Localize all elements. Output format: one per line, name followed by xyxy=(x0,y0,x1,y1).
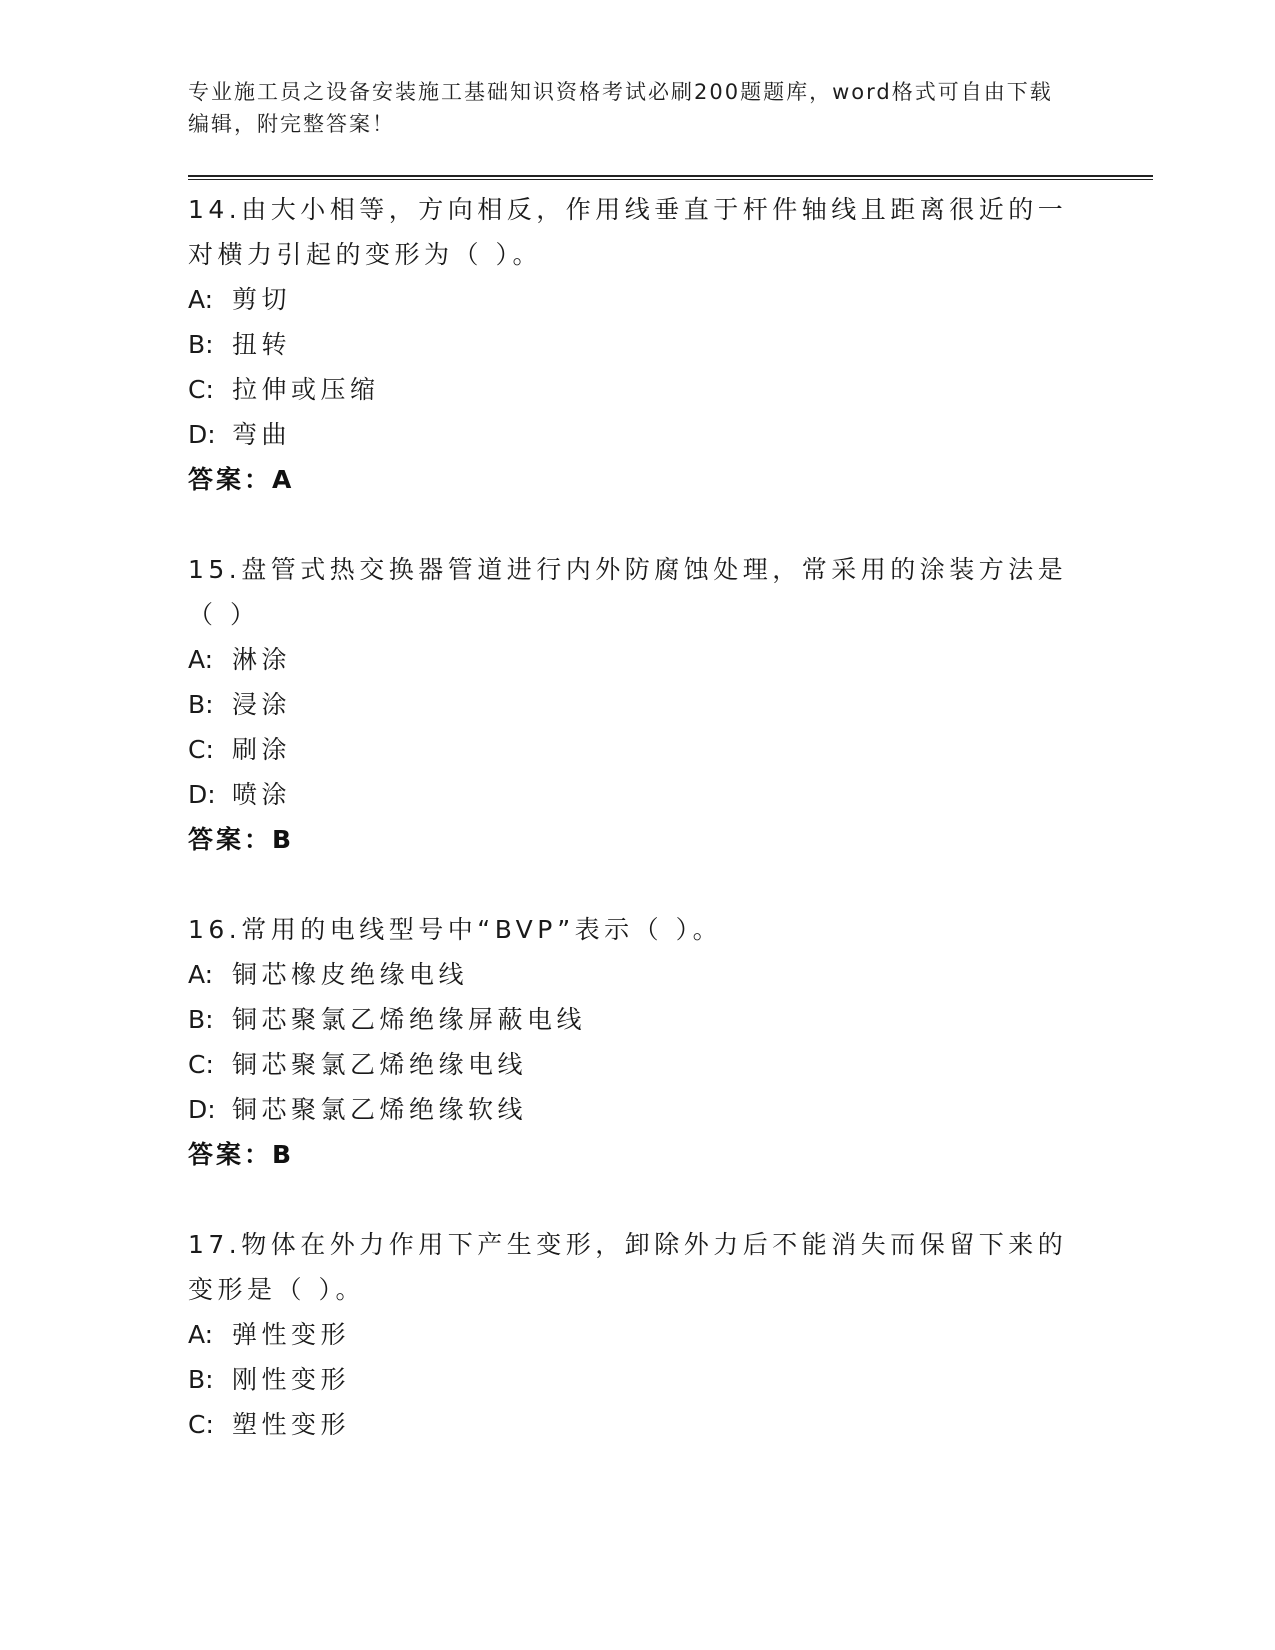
option-letter: C: xyxy=(188,735,214,764)
option-c xyxy=(188,727,1078,772)
option-letter: B: xyxy=(188,1365,214,1394)
answer-line: 答案：B xyxy=(188,1140,295,1169)
option-letter: D: xyxy=(188,1095,216,1124)
option-letter: A: xyxy=(188,1320,214,1349)
option-text: 剪切 xyxy=(232,285,292,314)
option-letter: C: xyxy=(188,1410,214,1439)
question-15 xyxy=(188,547,1078,862)
option-b xyxy=(188,1357,1078,1402)
option-a xyxy=(188,637,1078,682)
option-text: 塑性变形 xyxy=(232,1410,351,1439)
option-d xyxy=(188,772,1078,817)
option-letter: B: xyxy=(188,1005,214,1034)
option-c xyxy=(188,367,1078,412)
option-text: 铜芯聚氯乙烯绝缘电线 xyxy=(232,1050,528,1079)
option-letter: D: xyxy=(188,780,216,809)
question-16 xyxy=(188,907,1078,1177)
option-text: 淋涂 xyxy=(232,645,292,674)
option-text: 铜芯聚氯乙烯绝缘软线 xyxy=(232,1095,528,1124)
option-text: 扭转 xyxy=(232,330,292,359)
option-b xyxy=(188,997,1078,1042)
option-text: 铜芯橡皮绝缘电线 xyxy=(232,960,469,989)
option-text: 拉伸或压缩 xyxy=(232,375,380,404)
option-c xyxy=(188,1042,1078,1087)
header-divider xyxy=(188,175,1153,180)
option-b xyxy=(188,682,1078,727)
option-text: 铜芯聚氯乙烯绝缘屏蔽电线 xyxy=(232,1005,587,1034)
question-list xyxy=(188,187,1078,1447)
option-a xyxy=(188,277,1078,322)
option-c xyxy=(188,1402,1078,1447)
question-17 xyxy=(188,1222,1078,1447)
document-header: 专业施工员之设备安装施工基础知识资格考试必刷200题题库，word格式可自由下载编辑，附完整答案！ xyxy=(188,80,1053,136)
option-d xyxy=(188,1087,1078,1132)
option-text: 刷涂 xyxy=(232,735,292,764)
option-letter: C: xyxy=(188,1050,214,1079)
option-letter: A: xyxy=(188,645,214,674)
option-b xyxy=(188,322,1078,367)
option-text: 刚性变形 xyxy=(232,1365,351,1394)
option-a xyxy=(188,1312,1078,1357)
option-letter: A: xyxy=(188,960,214,989)
question-stem: 16.常用的电线型号中“BVP”表示（ ）。 xyxy=(188,915,723,944)
option-letter: C: xyxy=(188,375,214,404)
option-text: 弯曲 xyxy=(232,420,292,449)
option-text: 浸涂 xyxy=(232,690,292,719)
question-stem: 15.盘管式热交换器管道进行内外防腐蚀处理，常采用的涂装方法是（ ） xyxy=(188,555,1068,629)
option-d xyxy=(188,412,1078,457)
answer-line: 答案：A xyxy=(188,465,295,494)
option-letter: B: xyxy=(188,330,214,359)
option-letter: A: xyxy=(188,285,214,314)
question-stem: 17.物体在外力作用下产生变形，卸除外力后不能消失而保留下来的变形是（ ）。 xyxy=(188,1230,1068,1304)
question-stem: 14.由大小相等，方向相反，作用线垂直于杆件轴线且距离很近的一对横力引起的变形为（ ）。 xyxy=(188,195,1068,269)
option-letter: B: xyxy=(188,690,214,719)
answer-line: 答案：B xyxy=(188,825,295,854)
question-14 xyxy=(188,187,1078,502)
option-letter: D: xyxy=(188,420,216,449)
option-text: 喷涂 xyxy=(232,780,292,809)
option-a xyxy=(188,952,1078,997)
option-text: 弹性变形 xyxy=(232,1320,351,1349)
